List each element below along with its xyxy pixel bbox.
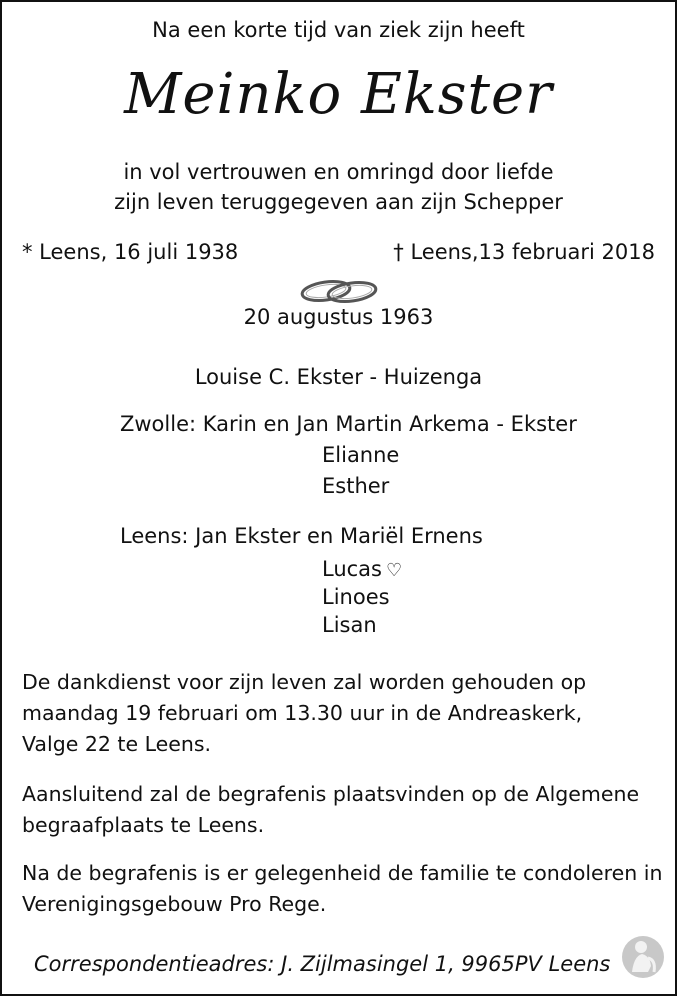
- wedding-rings-icon: [296, 276, 382, 306]
- grandchild-linoes: Linoes: [322, 585, 390, 609]
- family-zwolle: Zwolle: Karin en Jan Martin Arkema - Ekster: [120, 412, 577, 436]
- text-line-1: in vol vertrouwen en omringd door liefde: [123, 160, 554, 184]
- service-line-3: Valge 22 te Leens.: [22, 732, 212, 756]
- grandchild-lisan: Lisan: [322, 613, 377, 637]
- condolence-line-2: Verenigingsgebouw Pro Rege.: [22, 892, 327, 916]
- burial-paragraph: [22, 779, 639, 841]
- condolence-line-1: Na de begrafenis is er gelegenheid de familie te condoleren in: [22, 861, 663, 885]
- deceased-name: Meinko Ekster: [124, 62, 553, 127]
- wedding-date: 20 augustus 1963: [243, 305, 434, 329]
- service-line-1: De dankdienst voor zijn leven zal worden gehouden op: [22, 670, 587, 694]
- service-line-2: maandag 19 februari om 13.30 uur in de Andreaskerk,: [22, 701, 583, 725]
- correspondence-address: Correspondentieadres: J. Zijlmasingel 1, 9965PV Leens: [34, 952, 611, 976]
- family-leens: Leens: Jan Ekster en Mariël Ernens: [120, 524, 483, 548]
- grandchild-lucas-name: Lucas: [322, 557, 382, 581]
- grandchild-elianne: Elianne: [322, 443, 400, 467]
- birth-info: * Leens, 16 juli 1938: [22, 240, 239, 264]
- burial-line-1: Aansluitend zal de begrafenis plaatsvinden op de Algemene: [22, 782, 640, 806]
- service-paragraph: [22, 667, 586, 760]
- death-info: † Leens,13 februari 2018: [393, 240, 655, 264]
- logo-icon: [620, 932, 666, 982]
- text-line-2: zijn leven teruggegeven aan zijn Schepper: [114, 190, 563, 214]
- grandchild-lucas: [322, 557, 402, 581]
- condolence-paragraph: [22, 858, 662, 920]
- grandchild-esther: Esther: [322, 474, 390, 498]
- intro-text: Na een korte tijd van ziek zijn heeft: [152, 18, 525, 42]
- spouse-name: Louise C. Ekster - Huizenga: [194, 365, 483, 389]
- heart-icon: ♡: [386, 560, 403, 581]
- burial-line-2: begraafplaats te Leens.: [22, 813, 265, 837]
